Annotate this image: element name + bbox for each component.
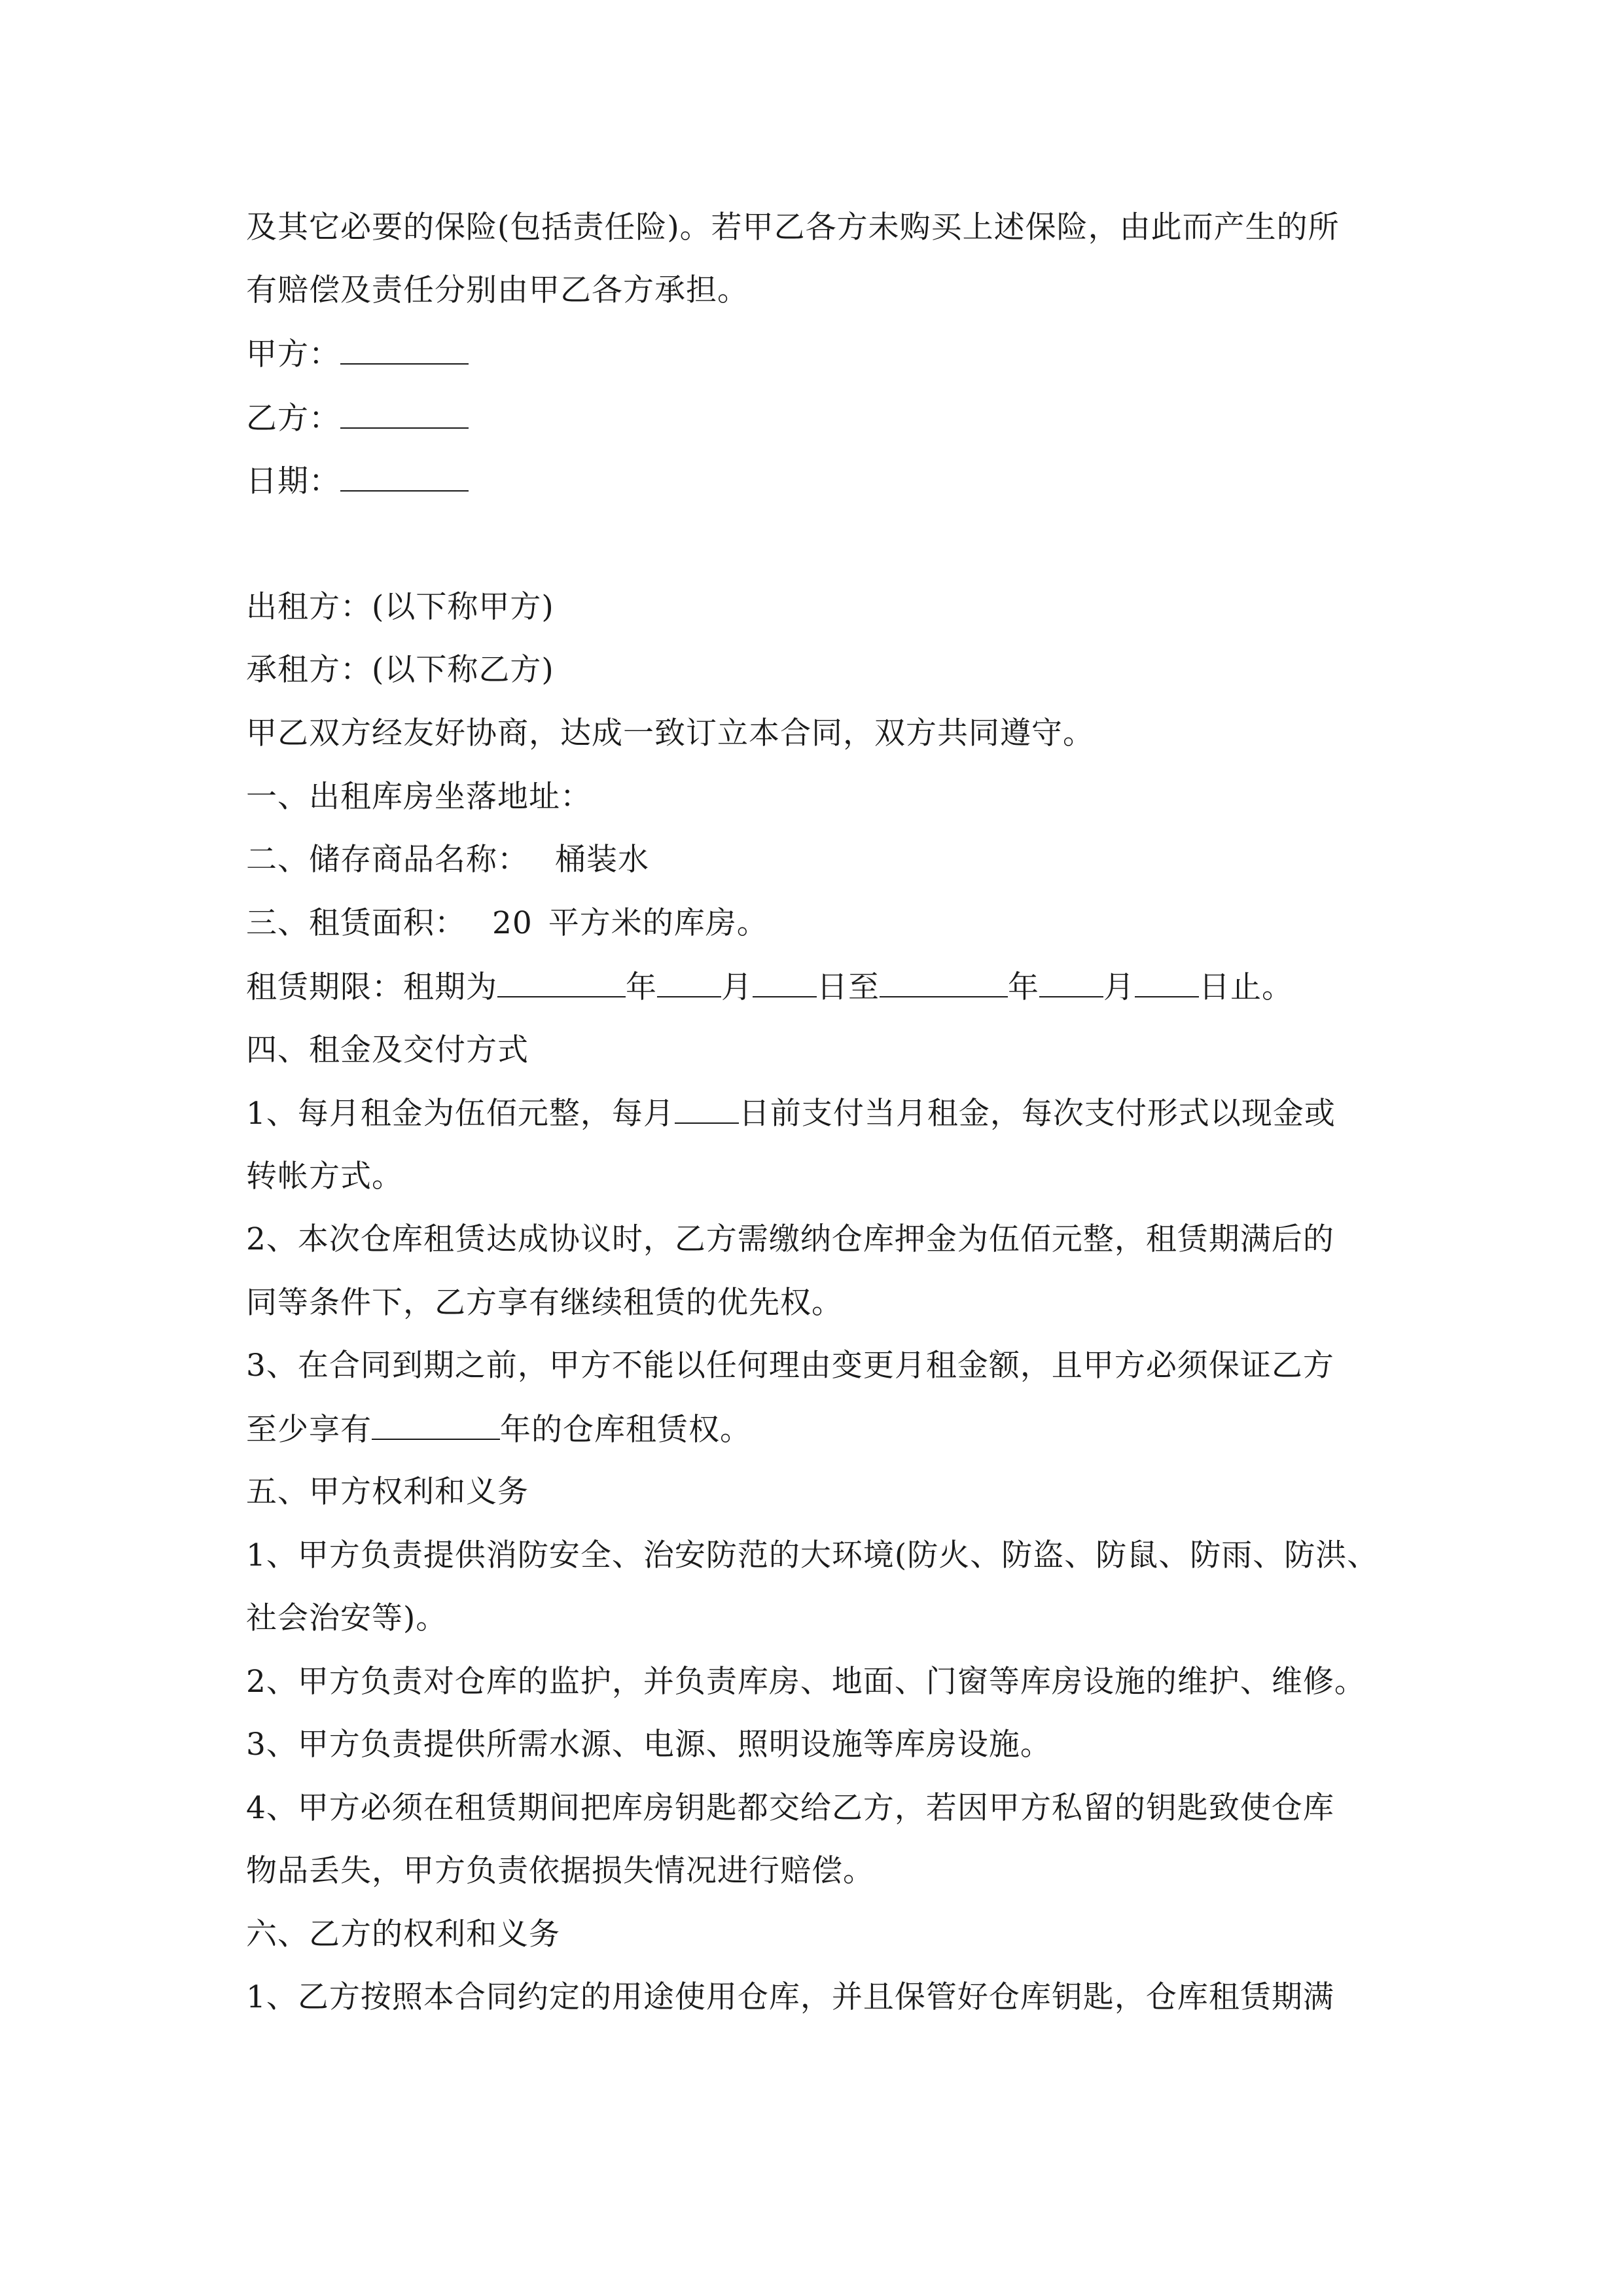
section-5-4-line-2: 物品丢失，甲方负责依据损失情况进行赔偿。 [246,1853,874,1889]
lease-start-month-blank [657,967,721,997]
section-6-1-line-1: 1、乙方按照本合同约定的用途使用仓库，并且保管好仓库钥匙，仓库租赁期满 [246,1979,1334,2015]
signature-party-b-label: 乙方： [246,401,340,437]
signature-date [246,461,469,501]
section-5-1-line-1: 1、甲方负责提供消防安全、治安防范的大环境(防火、防盗、防鼠、防雨、防洪、 [246,1537,1379,1573]
signature-party-a-label: 甲方： [246,336,340,372]
section-4-3-line-2 [246,1410,751,1450]
paragraph-insurance-line-1: 及其它必要的保险(包括责任险)。若甲乙各方未购买上述保险，由此而产生的所 [246,209,1340,245]
section-3-unit: 平方米的库房。 [548,905,768,941]
lease-start-year-blank [497,967,626,997]
section-3-value: 20 [492,905,533,941]
section-4-1-text-b: 日前支付当月租金，每次支付形式以现金或 [738,1096,1336,1132]
lessee-line: 承租方：(以下称乙方) [246,652,554,688]
lease-right-years-blank [372,1410,500,1440]
section-5-3-line: 3、甲方负责提供所需水源、电源、照明设施等库房设施。 [246,1727,1052,1763]
paragraph-insurance-line-2: 有赔偿及责任分别由甲乙各方承担。 [246,272,749,308]
section-6-heading: 六、乙方的权利和义务 [246,1916,560,1952]
rent-due-day-blank [675,1094,739,1124]
signature-party-b [246,399,469,439]
section-1-address: 一、出租库房坐落地址： [246,779,592,815]
signature-party-a [246,334,469,374]
lease-start-day-blank [753,967,817,997]
lease-term-label: 租赁期限：租期为 [246,969,497,1005]
section-5-heading: 五、甲方权利和义务 [246,1474,529,1510]
signature-party-a-blank [340,334,469,365]
section-5-4-line-1: 4、甲方必须在租赁期间把库房钥匙都交给乙方，若因甲方私留的钥匙致使仓库 [246,1790,1334,1826]
section-2-goods [246,840,649,880]
signature-date-blank [340,461,469,492]
section-4-2-line-1: 2、本次仓库租赁达成协议时，乙方需缴纳仓库押金为伍佰元整，租赁期满后的 [246,1221,1334,1257]
section-4-3-line-1: 3、在合同到期之前，甲方不能以任何理由变更月租金额，且甲方必须保证乙方 [246,1348,1334,1384]
section-2-label: 二、储存商品名称： [246,842,529,878]
lessor-line: 出租方：(以下称甲方) [246,589,554,625]
lease-year-label: 年 [626,969,657,1005]
lease-term-line [246,967,1293,1007]
section-3-area [246,904,768,943]
section-4-1-line-2: 转帐方式。 [246,1158,403,1194]
section-5-1-line-2: 社会治安等)。 [246,1600,448,1636]
lease-day-end-label: 日止。 [1199,969,1293,1005]
lease-end-year-blank [880,967,1008,997]
lease-day-to-label: 日至 [817,969,880,1005]
section-4-3-text-post: 年的仓库租赁权。 [500,1412,751,1448]
signature-party-b-blank [340,399,469,429]
lease-end-day-blank [1135,967,1199,997]
intro-line: 甲乙双方经友好协商，达成一致订立本合同，双方共同遵守。 [246,715,1094,751]
section-3-label: 三、租赁面积： [246,905,466,941]
signature-date-label: 日期： [246,463,340,499]
lease-end-month-label: 月 [1103,969,1135,1005]
section-5-2-line: 2、甲方负责对仓库的监护，并负责库房、地面、门窗等库房设施的维护、维修。 [246,1664,1366,1700]
section-4-2-line-2: 同等条件下，乙方享有继续租赁的优先权。 [246,1285,843,1321]
section-4-heading: 四、租金及交付方式 [246,1032,529,1068]
lease-end-month-blank [1039,967,1103,997]
section-4-3-text-pre: 至少享有 [246,1412,372,1448]
section-2-value: 桶装水 [555,842,649,878]
section-4-1-text-a: 1、每月租金为伍佰元整，每月 [246,1096,675,1132]
lease-month-label: 月 [721,969,753,1005]
lease-end-year-label: 年 [1008,969,1039,1005]
section-4-1-line-1 [246,1094,1336,1134]
